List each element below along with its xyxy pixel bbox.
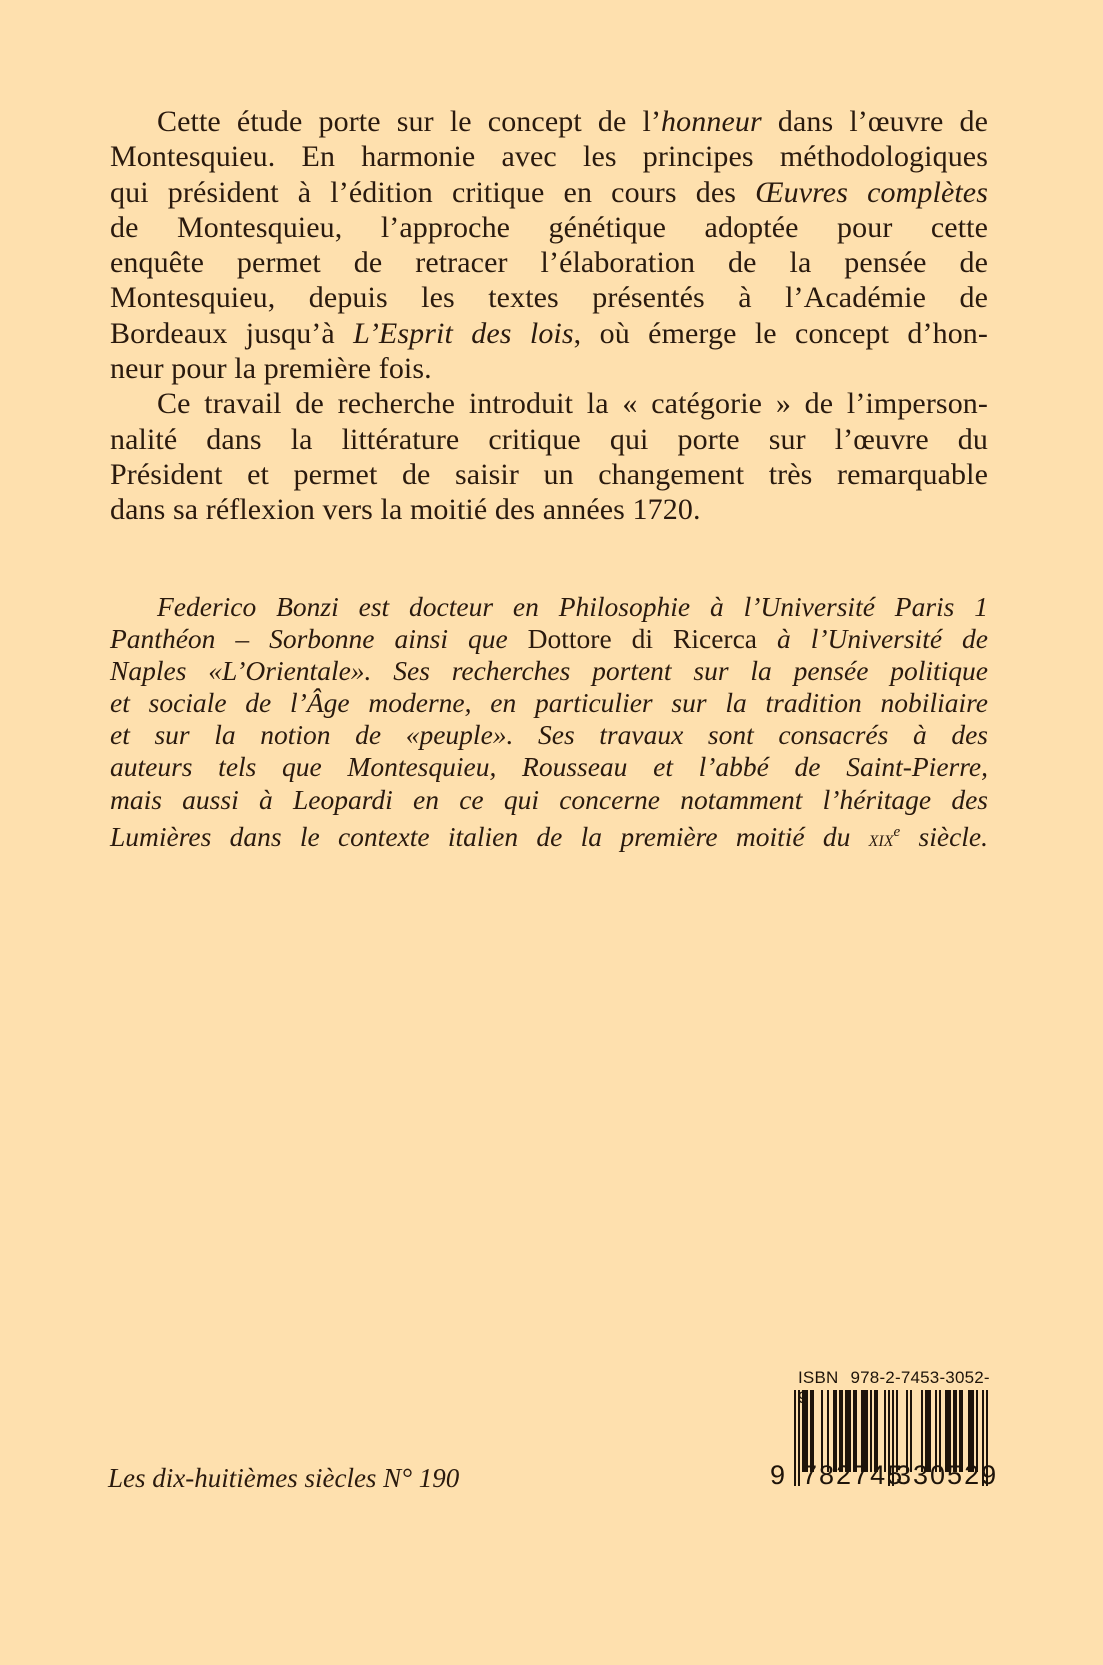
ean-digit-prefix: 9 [770, 1460, 786, 1490]
series-title: Les dix-huitièmes siècles N° 190 [108, 1463, 460, 1493]
abstract-line: dans sa réflexion vers la moitié des années 1720. [110, 493, 701, 527]
abstract-line: qui président à l’édition critique en cours des Œuvres complètes [110, 175, 988, 209]
bio-line: et sociale de l’Âge moderne, en particulier sur la tradition nobiliaire [110, 687, 988, 719]
isbn-label: ISBN 978-2-7453-3052- [798, 1368, 990, 1387]
abstract-line: de Montesquieu, l’approche génétique adoptée pour cette [110, 210, 988, 244]
abstract-line: Montesquieu. En harmonie avec les principes méthodologiques [110, 140, 988, 174]
abstract-line: neur pour la première fois. [110, 352, 432, 386]
ean-digits-right: 330529 [896, 1460, 999, 1490]
abstract-line: Bordeaux jusqu’à L’Esprit des lois, où émerge le concept d’hon- [110, 316, 988, 350]
barcode-bar [794, 1390, 796, 1486]
author-bio [110, 591, 988, 855]
abstract-line: enquête permet de retracer l’élaboration de la pensée de [110, 246, 988, 280]
bio-line: Naples «L’Orientale». Ses recherches portent sur la pensée politique [110, 655, 988, 687]
abstract-line: nalité dans la littérature critique qui porte sur l’œuvre du [110, 422, 988, 456]
isbn-barcode [766, 1368, 999, 1492]
bio-line: Lumières dans le contexte italien de la première moitié du xix$^e$ siècle. [110, 820, 988, 852]
ean-digits-left: 782745 [802, 1460, 905, 1490]
abstract-line: Montesquieu, depuis les textes présentés à l’Académie de [110, 281, 988, 315]
bio-line: et sur la notion de «peuple». Ses travaux sont consacrés à des [110, 719, 988, 751]
abstract-line: Cette étude porte sur le concept de l’honneur dans l’œuvre de [157, 105, 988, 138]
barcode-bar [798, 1390, 800, 1486]
bio-line: Panthéon – Sorbonne ainsi que Dottore di Ricerca à l’Université de [110, 623, 988, 655]
abstract-text [110, 104, 988, 528]
bio-line: mais aussi à Leopardi en ce qui concerne notamment l’héritage des [110, 783, 988, 815]
bio-line: auteurs tels que Montesquieu, Rousseau et l’abbé de Saint-Pierre, [110, 751, 988, 783]
abstract-line: Ce travail de recherche introduit la « catégorie » de l’imperson- [157, 387, 988, 421]
abstract-line: Président et permet de saisir un changement très remarquable [110, 457, 988, 491]
bio-line: Federico Bonzi est docteur en Philosophie à l’Université Paris 1 [157, 591, 988, 622]
